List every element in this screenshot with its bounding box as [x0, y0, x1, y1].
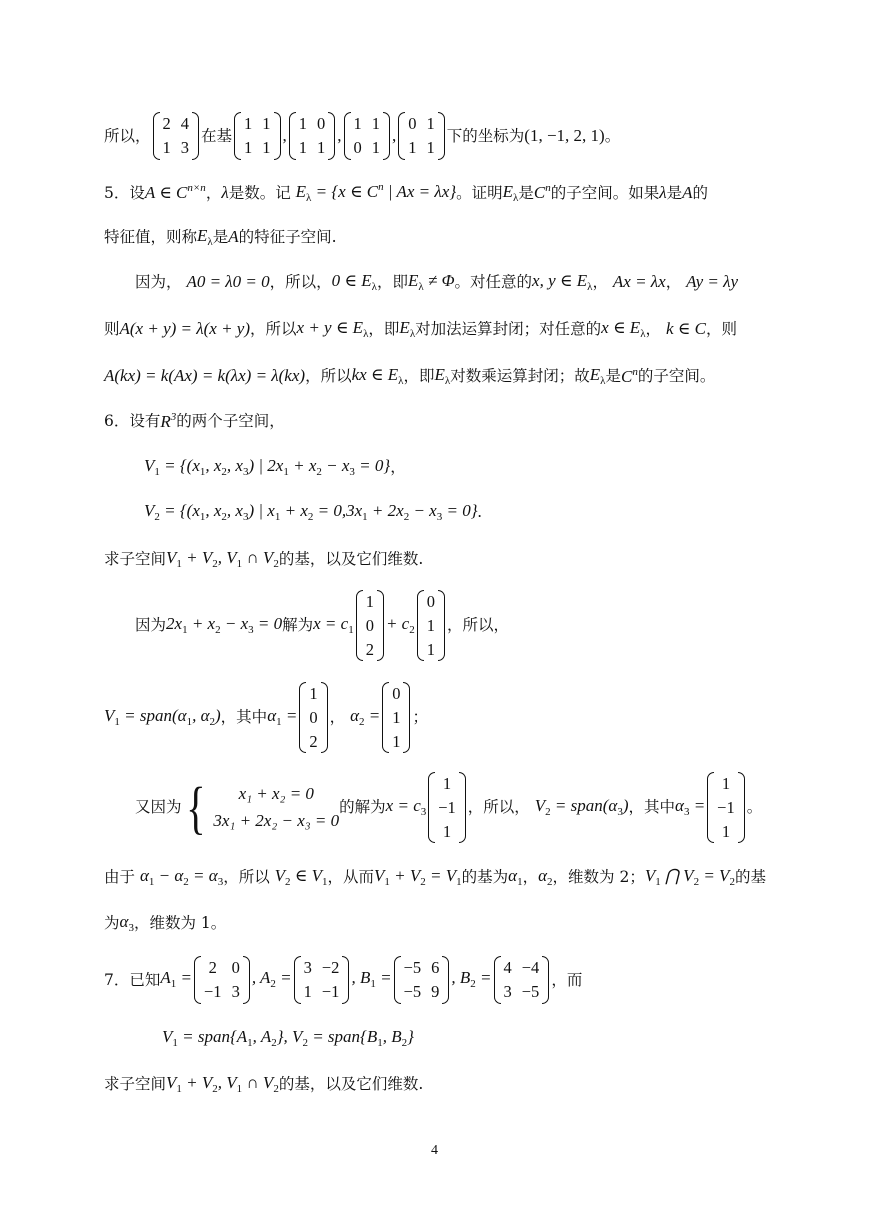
column-vector: 1 0 2 — [299, 682, 327, 753]
column-vector: 1 −1 1 — [428, 772, 466, 843]
problem-6-question: 求子空间 $V_1 + V_2$, $V_1$ ∩ $V_2$ 的基，以及它们维数. — [104, 548, 424, 570]
column-vector: 0 1 1 — [417, 590, 445, 661]
basis-matrix-3: 1 1 0 1 — [344, 112, 391, 160]
problem-5-statement: 5．设 A ∈ $C^{n\times n}$ ， λ 是数。记 $E_\lambda = \{x$ ∈ $C^n$ | Ax = λx} 。证明 $E_\lambda$ 是 $C^n$ 的子空间。如果 λ 是 A 的 — [104, 181, 709, 204]
text: 在基 — [201, 126, 233, 145]
problem-6-statement: 6．设有 $R^3$ 的两个子空间， — [104, 411, 285, 431]
subspace-V2-definition: $V_2 = \{(x_1$, $x_2$, $x_3$) | $x_1 + x_2 = 0,3x_1 + 2x_2 - x_3 = 0$} . — [144, 501, 482, 523]
problem-7-statement: 7．已知 $A_1$ = 2 0 −1 3 , $A_2$ = 3 −2 1 −1 , $B_1$ = −5 6 −5 9 , $B_2$ = 4 −4 3 −5 ，而 — [104, 956, 582, 1004]
subspace-V1-definition: $V_1 = \{(x_1$, $x_2$, $x_3$) | $2x_1 + x_2 - x_3 = 0$} ， — [144, 456, 406, 478]
matrix-A: 2 4 1 3 — [153, 112, 200, 160]
conclusion-line-cont: 为 $\alpha_3$ ，维数为 1。 — [104, 912, 227, 934]
V2-solution: 又因为 { x₁ + x₂ = 0 3x₁ + 2x₂ − x₃ = 0 的解为 $x = c_3$ 1 −1 1 ，所以， $V_2$ = $span(\alpha_3)$ ，其中 $\alpha_3$ = 1 −1 1 。 — [135, 772, 762, 843]
problem-5-statement-cont: 特征值，则称 $E_\lambda$ 是 A 的特征子空间. — [104, 226, 337, 248]
matrix-A1: 2 0 −1 3 — [194, 956, 250, 1004]
basis-matrix-4: 0 1 1 1 — [398, 112, 445, 160]
basis-matrix-2: 1 0 1 1 — [289, 112, 336, 160]
text: 所以， — [104, 126, 151, 145]
problem-5-proof-3: A(kx) = k(Ax) = k(λx) = λ(kx) ，所以 kx ∈ $E_\lambda$ ，即 $E_\lambda$ 对数乘运算封闭；故 $E_\lambda$ 是 $C^n$ 的子空间。 — [104, 365, 716, 387]
V1-span: $V_1$ = $span(\alpha_1$, $\alpha_2$) ，其中 $\alpha_1$ = 1 0 2 ， $\alpha_2$ = 0 1 1 ； — [104, 682, 428, 753]
problem-7-question: 求子空间 $V_1 + V_2$, $V_1$ ∩ $V_2$ 的基，以及它们维数. — [104, 1073, 424, 1095]
matrix-A2: 3 −2 1 −1 — [294, 956, 350, 1004]
column-vector: 1 −1 1 — [707, 772, 745, 843]
column-vector: 0 1 1 — [382, 682, 410, 753]
column-vector: 1 0 2 — [356, 590, 384, 661]
equation-system: x₁ + x₂ = 0 3x₁ + 2x₂ − x₃ = 0 — [213, 784, 340, 830]
problem-5-proof-2: 则 A(x + y) = λ(x + y) ，所以 x + y ∈ $E_\lambda$ ，即 $E_\lambda$ 对加法运算封闭；对任意的 x ∈ $E_\lambda$ ， k ∈ C ，则 — [104, 318, 737, 340]
coordinate-vector: (1, −1, 2, 1) — [524, 125, 605, 145]
basis-matrix-1: 1 1 1 1 — [234, 112, 281, 160]
coordinate-result-line: 所以， 2 4 1 3 在基 1 1 1 1 , 1 0 1 1 , 1 1 0 1 , 0 1 1 1 下的坐标为 (1, −1, 2, 1) 。 — [104, 112, 620, 160]
matrix-B1: −5 6 −5 9 — [394, 956, 450, 1004]
conclusion-line: 由于 $\alpha_1 - \alpha_2 = \alpha_3$ ，所以 $V_2$ ∈ $V_1$ ，从而 $V_1 + V_2 = V_1$ 的基为 $\alpha_1$ ， $\alpha_2$ ，维数为 2； $V_1$ ⋂ $V_2 = V_2$ 的基 — [104, 866, 766, 888]
problem-5-proof-1: 因为， A0 = λ0 = 0 ，所以， 0 ∈ $E_\lambda$ ，即 $E_\lambda \ne \Phi$ 。对任意的 x, y ∈ $E_\lambda$ ， Ax = λx ， Ay = λy — [135, 271, 739, 293]
matrix-B2: 4 −4 3 −5 — [494, 956, 550, 1004]
problem-7-spans: $V_1$ = $span\{A_1$, $A_2$}, $V_2$ = $span\{B_1$, $B_2$} — [162, 1027, 414, 1049]
page-number: 4 — [431, 1143, 438, 1158]
text: 下的坐标为 — [446, 126, 525, 145]
solution-V1-general: 因为 $2x_1 + x_2 - x_3 = 0$ 解为 $x = c_1$ 1 0 2 + $c_2$ 0 1 1 ，所以， — [135, 590, 509, 661]
